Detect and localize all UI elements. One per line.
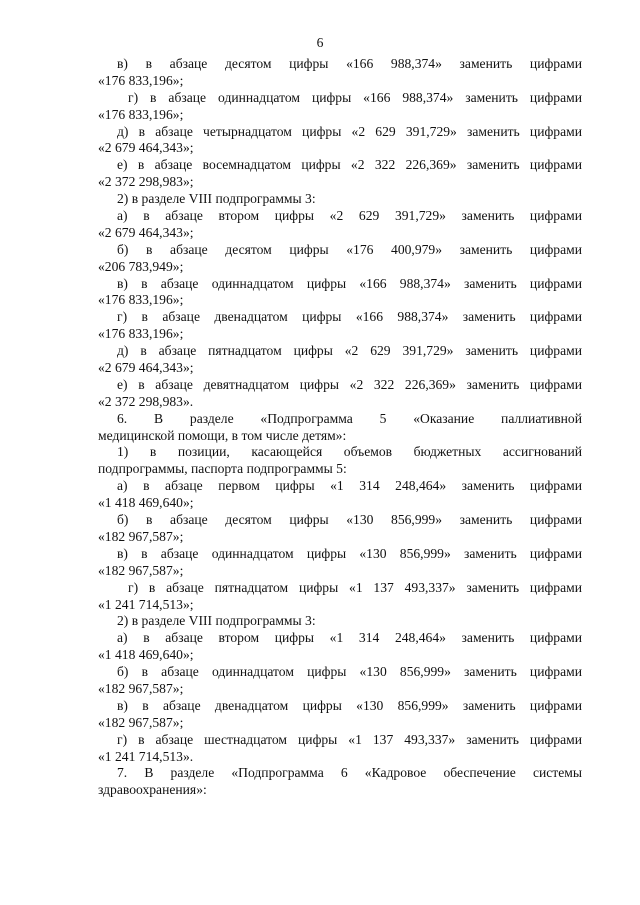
text-line: медицинской помощи, в том числе детям»:: [98, 427, 347, 443]
text-line: б) в абзаце десятом цифры «130 856,999» заменить цифрами: [117, 512, 582, 528]
text-line: «176 833,196»;: [98, 72, 184, 88]
text-line: е) в абзаце восемнадцатом цифры «2 322 226,369» заменить цифрами: [117, 157, 582, 173]
text-line: «2 679 464,343»;: [98, 360, 194, 376]
text-line: здравоохранения»:: [98, 782, 207, 798]
text-line: «182 967,587»;: [98, 562, 184, 578]
text-line: г) в абзаце пятнадцатом цифры «1 137 493,337» заменить цифрами: [128, 579, 582, 595]
text-line: «2 372 298,983».: [98, 393, 194, 409]
text-line: г) в абзаце одиннадцатом цифры «166 988,374» заменить цифрами: [128, 89, 582, 105]
text-line: д) в абзаце пятнадцатом цифры «2 629 391,729» заменить цифрами: [117, 343, 582, 359]
text-line: подпрограммы, паспорта подпрограммы 5:: [98, 461, 347, 477]
text-line: «2 679 464,343»;: [98, 140, 194, 156]
text-line: д) в абзаце четырнадцатом цифры «2 629 391,729» заменить цифрами: [117, 123, 582, 139]
text-line: а) в абзаце втором цифры «2 629 391,729» заменить цифрами: [117, 208, 582, 224]
text-line: в) в абзаце десятом цифры «166 988,374» заменить цифрами: [117, 56, 582, 71]
text-line: а) в абзаце втором цифры «1 314 248,464» заменить цифрами: [117, 630, 582, 646]
text-line: «1 418 469,640»;: [98, 647, 194, 663]
text-line: «206 783,949»;: [98, 258, 184, 274]
text-line: «182 967,587»;: [98, 714, 184, 730]
text-line: в) в абзаце одиннадцатом цифры «130 856,999» заменить цифрами: [117, 545, 582, 561]
text-line: «176 833,196»;: [98, 106, 184, 122]
document-body: [98, 56, 582, 799]
text-line: 7. В разделе «Подпрограмма 6 «Кадровое обеспечение системы: [117, 765, 582, 781]
text-line: «2 679 464,343»;: [98, 224, 194, 240]
text-line: «182 967,587»;: [98, 528, 184, 544]
text-line: г) в абзаце шестнадцатом цифры «1 137 493,337» заменить цифрами: [117, 731, 582, 747]
text-line: в) в абзаце одиннадцатом цифры «166 988,374» заменить цифрами: [117, 275, 582, 291]
text-line: 6. В разделе «Подпрограмма 5 «Оказание паллиативной: [117, 410, 582, 426]
text-line: а) в абзаце первом цифры «1 314 248,464» заменить цифрами: [117, 478, 582, 494]
text-line: «1 241 714,513».: [98, 748, 194, 764]
text-line: е) в абзаце девятнадцатом цифры «2 322 226,369» заменить цифрами: [117, 376, 582, 392]
text-line: «2 372 298,983»;: [98, 174, 194, 190]
text-line: «1 241 714,513»;: [98, 596, 194, 612]
text-line: «1 418 469,640»;: [98, 495, 194, 511]
text-line: 1) в позиции, касающейся объемов бюджетных ассигнований: [117, 444, 582, 460]
text-line: б) в абзаце десятом цифры «176 400,979» заменить цифрами: [117, 241, 582, 257]
text-line: 2) в разделе VIII подпрограммы 3:: [117, 613, 316, 629]
text-line: г) в абзаце двенадцатом цифры «166 988,374» заменить цифрами: [117, 309, 582, 325]
text-line: «182 967,587»;: [98, 680, 184, 696]
text-line: 2) в разделе VIII подпрограммы 3:: [117, 191, 316, 207]
text-line: б) в абзаце одиннадцатом цифры «130 856,999» заменить цифрами: [117, 664, 582, 680]
page-number: 6: [316, 35, 324, 50]
text-line: «176 833,196»;: [98, 326, 184, 342]
text-line: в) в абзаце двенадцатом цифры «130 856,999» заменить цифрами: [117, 697, 582, 713]
text-line: «176 833,196»;: [98, 292, 184, 308]
